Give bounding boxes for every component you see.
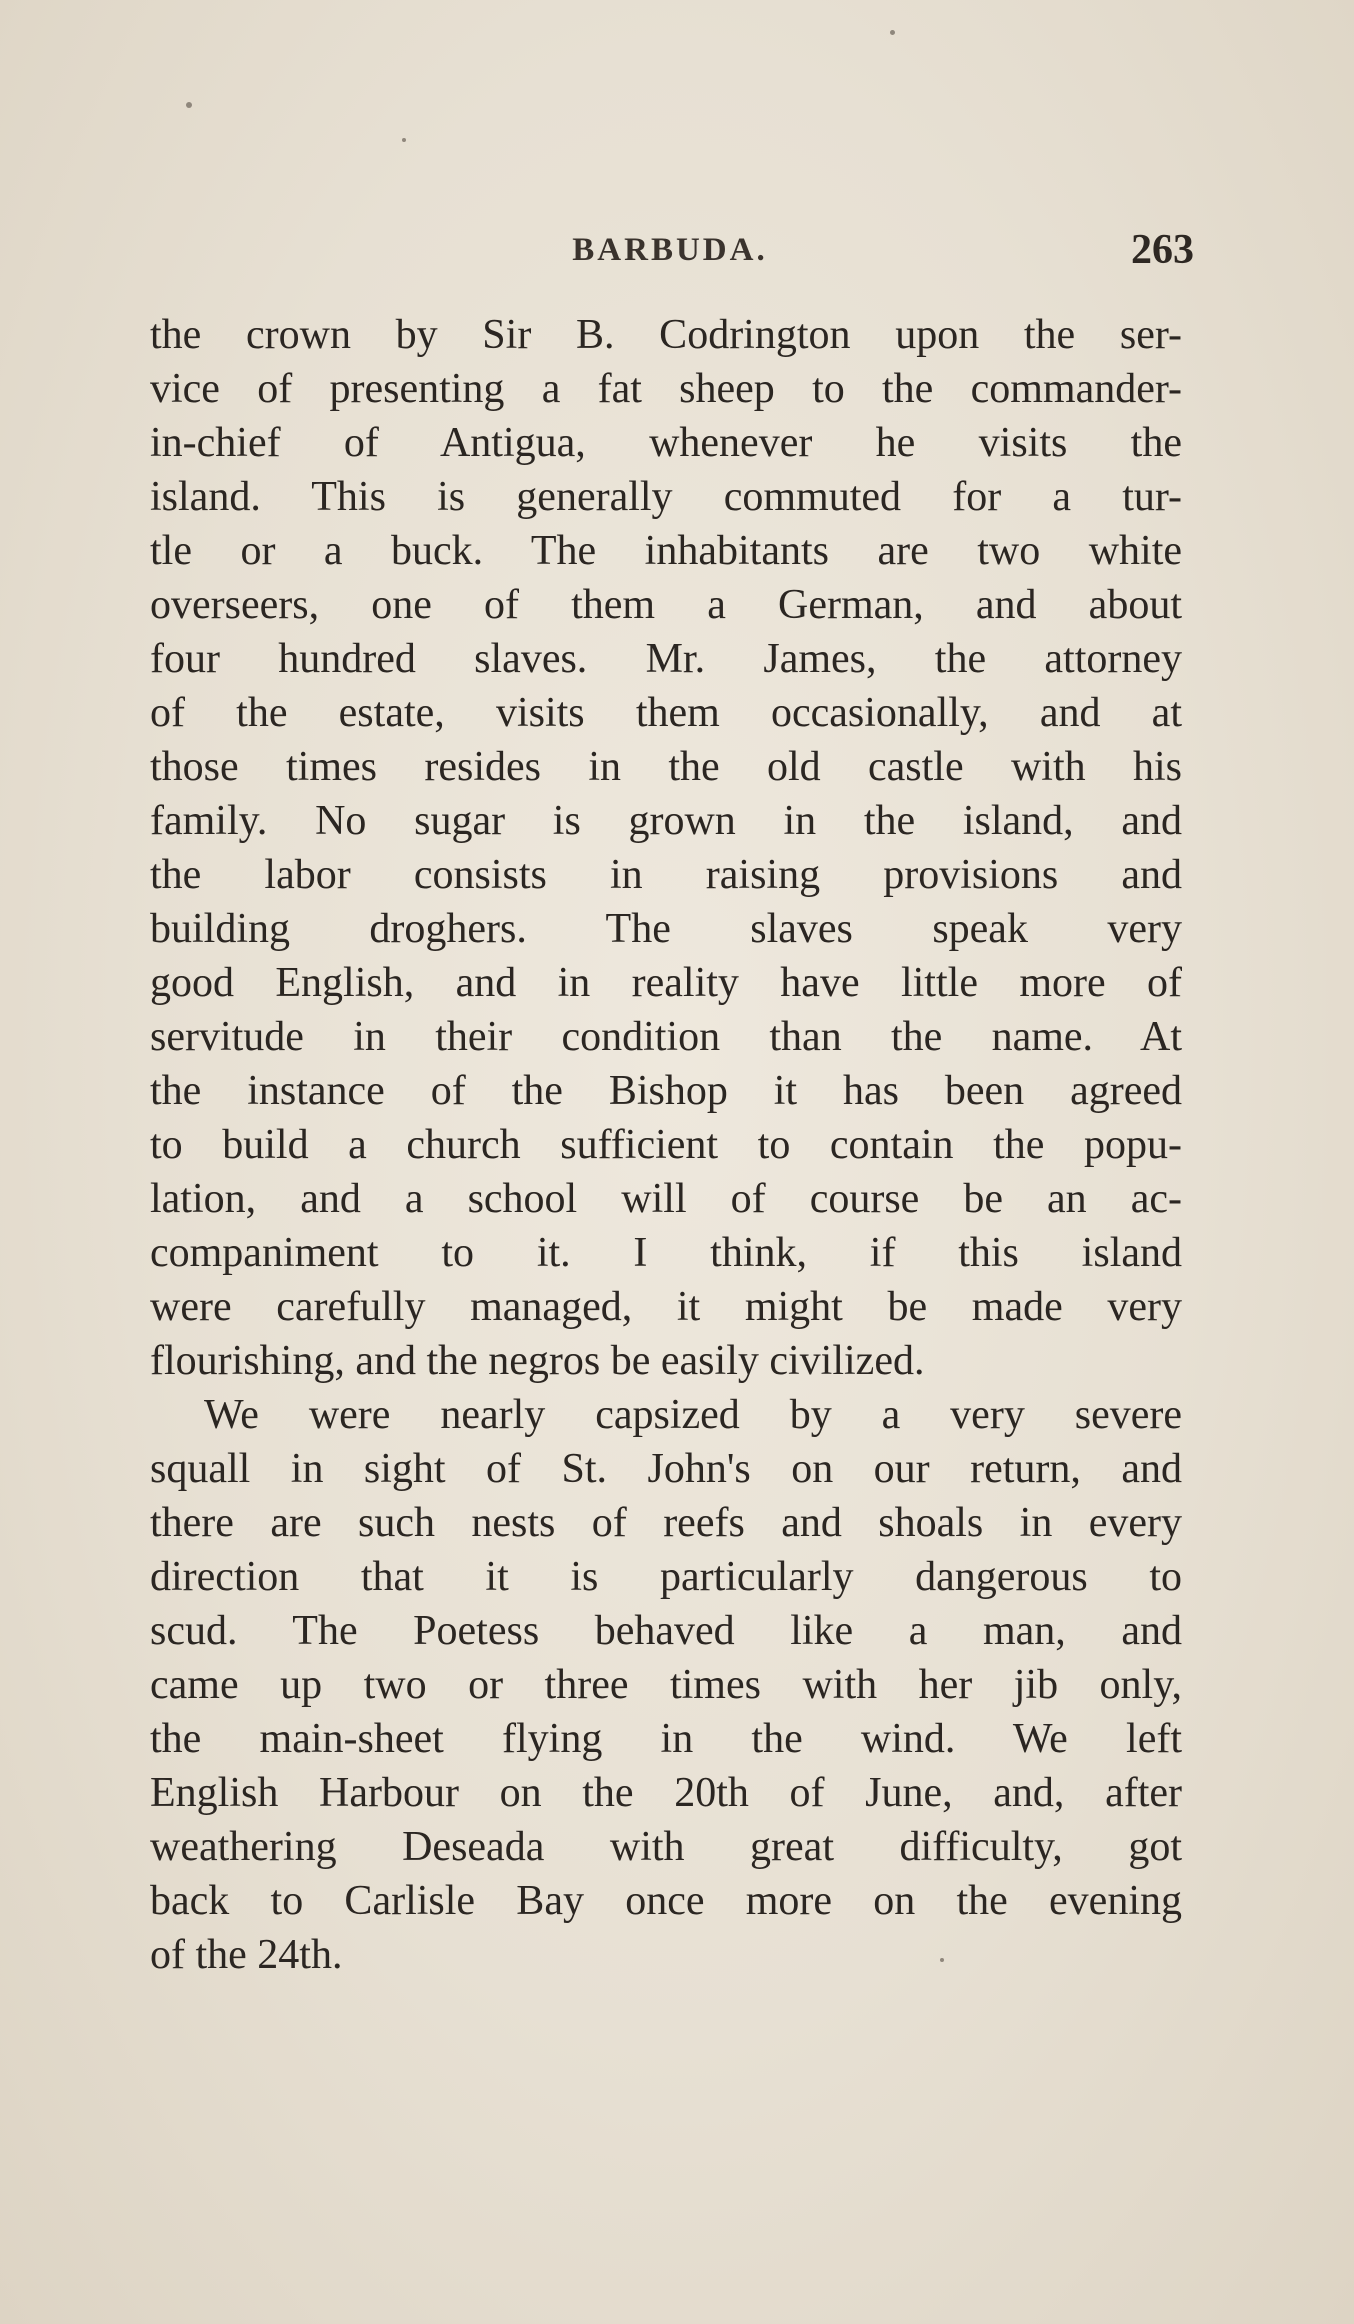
- text-line: We were nearly capsized by a very severe: [204, 1392, 1182, 1438]
- text-line: in-chief of Antigua, whenever he visits the: [150, 420, 1182, 466]
- text-line: family. No sugar is grown in the island, and: [150, 798, 1182, 844]
- text-line: the labor consists in raising provisions and: [150, 852, 1182, 898]
- text-line: the main-sheet flying in the wind. We left: [150, 1716, 1182, 1762]
- text-line: flourishing, and the negros be easily civilized.: [150, 1338, 925, 1384]
- text-line: good English, and in reality have little more of: [150, 960, 1182, 1006]
- text-line: vice of presenting a fat sheep to the commander-: [150, 366, 1182, 412]
- text-line: of the estate, visits them occasionally, and at: [150, 690, 1182, 736]
- text-line: to build a church sufficient to contain the popu-: [150, 1122, 1182, 1168]
- text-line: servitude in their condition than the name. At: [150, 1014, 1182, 1060]
- text-line: scud. The Poetess behaved like a man, and: [150, 1608, 1182, 1654]
- paper-speck: [402, 138, 406, 142]
- paragraph-2: [150, 1388, 1182, 1982]
- paragraph-1: [150, 308, 1182, 1388]
- text-line: back to Carlisle Bay once more on the evening: [150, 1878, 1182, 1924]
- text-line: there are such nests of reefs and shoals in every: [150, 1500, 1182, 1546]
- body-text: [150, 308, 1182, 1982]
- text-line: companiment to it. I think, if this island: [150, 1230, 1182, 1276]
- page-header: [150, 227, 1194, 292]
- text-line: four hundred slaves. Mr. James, the attorney: [150, 636, 1182, 682]
- text-line: weathering Deseada with great difficulty, got: [150, 1824, 1182, 1870]
- text-line: lation, and a school will of course be an ac-: [150, 1176, 1182, 1222]
- text-line: the instance of the Bishop it has been agreed: [150, 1068, 1182, 1114]
- text-line: overseers, one of them a German, and about: [150, 582, 1182, 628]
- text-line: tle or a buck. The inhabitants are two white: [150, 528, 1182, 574]
- page-number: 263: [1131, 227, 1194, 273]
- text-line: came up two or three times with her jib only,: [150, 1662, 1182, 1708]
- text-line: of the 24th.: [150, 1932, 343, 1978]
- text-line: direction that it is particularly dangerous to: [150, 1554, 1182, 1600]
- paper-speck: [890, 30, 895, 35]
- text-line: English Harbour on the 20th of June, and, after: [150, 1770, 1182, 1816]
- running-head: BARBUDA.: [572, 232, 768, 268]
- text-line: those times resides in the old castle with his: [150, 744, 1182, 790]
- text-line: island. This is generally commuted for a tur-: [150, 474, 1182, 520]
- text-line: the crown by Sir B. Codrington upon the ser-: [150, 312, 1182, 358]
- text-line: squall in sight of St. John's on our return, and: [150, 1446, 1182, 1492]
- text-line: building droghers. The slaves speak very: [150, 906, 1182, 952]
- text-line: were carefully managed, it might be made very: [150, 1284, 1182, 1330]
- paper-speck: [186, 102, 192, 108]
